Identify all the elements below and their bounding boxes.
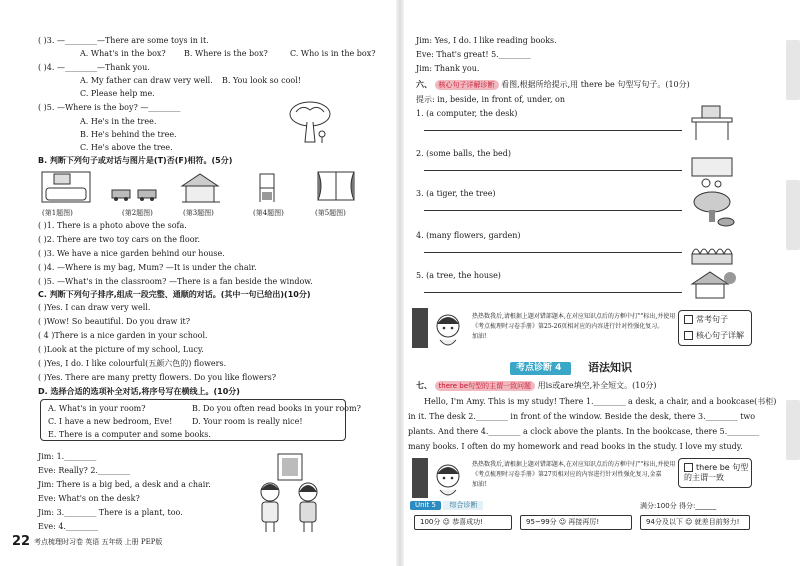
q4-option-a: A. My father can draw very well. [80, 76, 213, 85]
diagnosis-banner: 考点诊断 4 [510, 362, 571, 375]
diag1-option-1[interactable] [684, 315, 728, 325]
section-7-tag: there be句型的主谓一致问题 [435, 381, 536, 391]
caption-5: (第5题图) [315, 209, 346, 217]
c-item-6: ( )Yes. There are many pretty flowers. Do you like flowers? [38, 373, 276, 382]
diag2-option[interactable] [684, 463, 750, 483]
checkbox-2[interactable] [684, 331, 693, 340]
answer-line-1[interactable] [424, 130, 682, 131]
top-line-3: Jim: Thank you. [416, 64, 480, 73]
footer-text: 考点梳理时习卷 英语 五年级 上册 PEP版 [34, 538, 163, 546]
section-d-title: D. 选择合适的选项补全对话,将序号写在横线上。(10分) [38, 387, 240, 396]
grade-label-1: 100分 ☺ 恭喜成功! [420, 518, 483, 526]
unit-badge: Unit 5 [410, 501, 441, 510]
section-6-number: 六、 [416, 80, 432, 89]
c-item-1: ( )Yes. I can draw very well. [38, 303, 151, 312]
passage-line-1: Hello, I'm Amy. This is my study! There 1.________ a desk, a chair, and a bookcase(书柜) [424, 397, 777, 406]
diag1-text-2: 《考点梳理时习卷手册》第25-26页相对应的内容进行针对性强化复习。 [472, 323, 664, 330]
d-dialog-1: Jim: 1.________ [38, 452, 97, 461]
diag2-text-3: 加油! [472, 481, 487, 488]
top-line-1: Jim: Yes, I do. I like reading books. [416, 36, 557, 45]
b-item-2: ( )2. There are two toy cars on the floor. [38, 235, 201, 244]
grade-label-2: 95~99分 ☺ 再接再厉! [526, 518, 600, 526]
passage-line-4: many books. I often do my homework and read books in the study. I love my study. [408, 442, 743, 451]
teacher-mascot-2 [412, 456, 470, 500]
six-item-5: 5. (a tree, the house) [416, 271, 501, 280]
diag1-text-3: 加油! [472, 333, 487, 340]
c-item-5: ( )Yes, I do. I like colourful(五颜六色的) flowers. [38, 359, 227, 368]
d-option-d: D. Your room is really nice! [192, 417, 303, 426]
q5-option-a: A. He's in the tree. [80, 117, 157, 126]
q4-option-c: C. Please help me. [80, 89, 155, 98]
d-dialog-2: Eve: Really? 2.________ [38, 466, 130, 475]
caption-1: (第1题图) [42, 209, 73, 217]
section-c-title: C. 判断下列句子排序,组成一段完整、通顺的对话。(其中一句已给出)(10分) [38, 290, 311, 299]
q5-option-b: B. He's behind the tree. [80, 130, 177, 139]
q5-prompt: ( )5. —Where is the boy? —________ [38, 103, 181, 112]
q4-option-b: B. You look so cool! [222, 76, 301, 85]
d-option-a: A. What's in your room? [48, 404, 146, 413]
answer-line-2[interactable] [424, 170, 682, 171]
caption-2: (第2题图) [122, 209, 153, 217]
passage-line-3: plants. And there 4.________ a clock above the plants. In the bookcase, there 5.________ [408, 427, 760, 436]
answer-line-4[interactable] [424, 252, 682, 253]
q3-option-a: A. What's in the box? [80, 49, 166, 58]
section-6-tag: 核心句子详解诊断 [435, 80, 499, 90]
answer-line-5[interactable] [424, 292, 682, 293]
d-option-c: C. I have a new bedroom, Eve! [48, 417, 173, 426]
c-item-4: ( )Look at the picture of my school, Lucy. [38, 345, 204, 354]
d-option-e: E. There is a computer and some books. [48, 430, 211, 439]
six-item-2: 2. (some balls, the bed) [416, 149, 512, 158]
diag2-text-1: 热热数我后,请根据上题对错部题本,在对应知识点后的方框中打""标出,并使用 [472, 461, 676, 468]
d-dialog-6: Eve: 4.________ [38, 522, 98, 531]
d-option-b: B. Do you often read books in your room? [192, 404, 361, 413]
diag2-text-2: 《考点梳理时习卷手册》第27页相对应的内容进行针对性强化复习,金嘉 [472, 471, 662, 478]
grade-label-3: 94分及以下 ☺ 就差目前努力! [646, 518, 740, 526]
six-item-4: 4. (many flowers, garden) [416, 231, 521, 240]
caption-3: (第3题图) [183, 209, 214, 217]
six-item-1: 1. (a computer, the desk) [416, 109, 518, 118]
checkbox-1[interactable] [684, 315, 693, 324]
section-b-pictures [40, 168, 370, 208]
checkbox-3[interactable] [684, 463, 693, 472]
c-item-2: ( )Wow! So beautiful. Do you draw it? [38, 317, 191, 326]
diag1-option-2-label: 核心句子详解 [696, 331, 744, 340]
page-number: 22 [12, 534, 31, 549]
section-7-instruction: 用is或are填空,补全短文。(10分) [537, 381, 657, 390]
right-page [400, 0, 800, 566]
section-7-number: 七、 [416, 381, 432, 390]
q5-option-c: C. He's above the tree. [80, 143, 173, 152]
b-item-3: ( )3. We have a nice garden behind our house. [38, 249, 225, 258]
tree-boy-picture [286, 100, 334, 146]
d-dialog-4: Eve: What's on the desk? [38, 494, 140, 503]
d-dialog-5: Jim: 3.________ There is a plant, too. [38, 508, 183, 517]
b-item-5: ( )5. —What's in the classroom? —There is a fan beside the window. [38, 277, 313, 286]
diag1-option-2[interactable] [684, 331, 744, 341]
kids-bedroom-picture [250, 452, 330, 534]
passage-line-2: in it. The desk 2.________ in front of the window. Beside the desk, there 3.________ two [408, 412, 756, 421]
unit-label: 综合诊断 [443, 501, 483, 510]
section-b-title: B. 判断下列句子或对话与图片是(T)否(F)相符。(5分) [38, 156, 233, 165]
diag1-option-1-label: 常考句子 [696, 315, 728, 324]
diag1-text-1: 热热数我后,请根据上题对错部题本,在对应知识点后的方框中打""标出,并使用 [472, 313, 676, 320]
q3-option-b: B. Where is the box? [184, 49, 268, 58]
q3-option-c: C. Who is in the box? [290, 49, 376, 58]
d-dialog-3: Jim: There is a big bed, a desk and a chair. [38, 480, 211, 489]
grammar-title: 语法知识 [588, 361, 632, 374]
caption-4: (第4题图) [253, 209, 284, 217]
teacher-mascot-1 [412, 306, 470, 350]
score-field: 满分:100分 得分:______ [640, 502, 717, 510]
section-6-instruction: 看图,根据所给提示,用 there be 句型写句子。(10分) [501, 80, 690, 89]
c-item-3: ( 4 )There is a nice garden in your school. [38, 331, 208, 340]
section-6-hint: 提示: in, beside, in front of, under, on [416, 95, 565, 104]
q3-prompt: ( )3. —________—There are some toys in it. [38, 36, 209, 45]
section-6-pictures [688, 104, 740, 302]
edge-tab-1 [786, 40, 800, 100]
b-item-1: ( )1. There is a photo above the sofa. [38, 221, 187, 230]
top-line-2: Eve: That's great! 5.________ [416, 50, 531, 59]
edge-tab-3 [786, 400, 800, 460]
diag2-option-label: there be 句型的主谓一致 [684, 463, 749, 482]
edge-tab-2 [786, 180, 800, 250]
six-item-3: 3. (a tiger, the tree) [416, 189, 496, 198]
q4-prompt: ( )4. —________—Thank you. [38, 63, 150, 72]
answer-line-3[interactable] [424, 210, 682, 211]
b-item-4: ( )4. —Where is my bag, Mum? —It is under the chair. [38, 263, 257, 272]
